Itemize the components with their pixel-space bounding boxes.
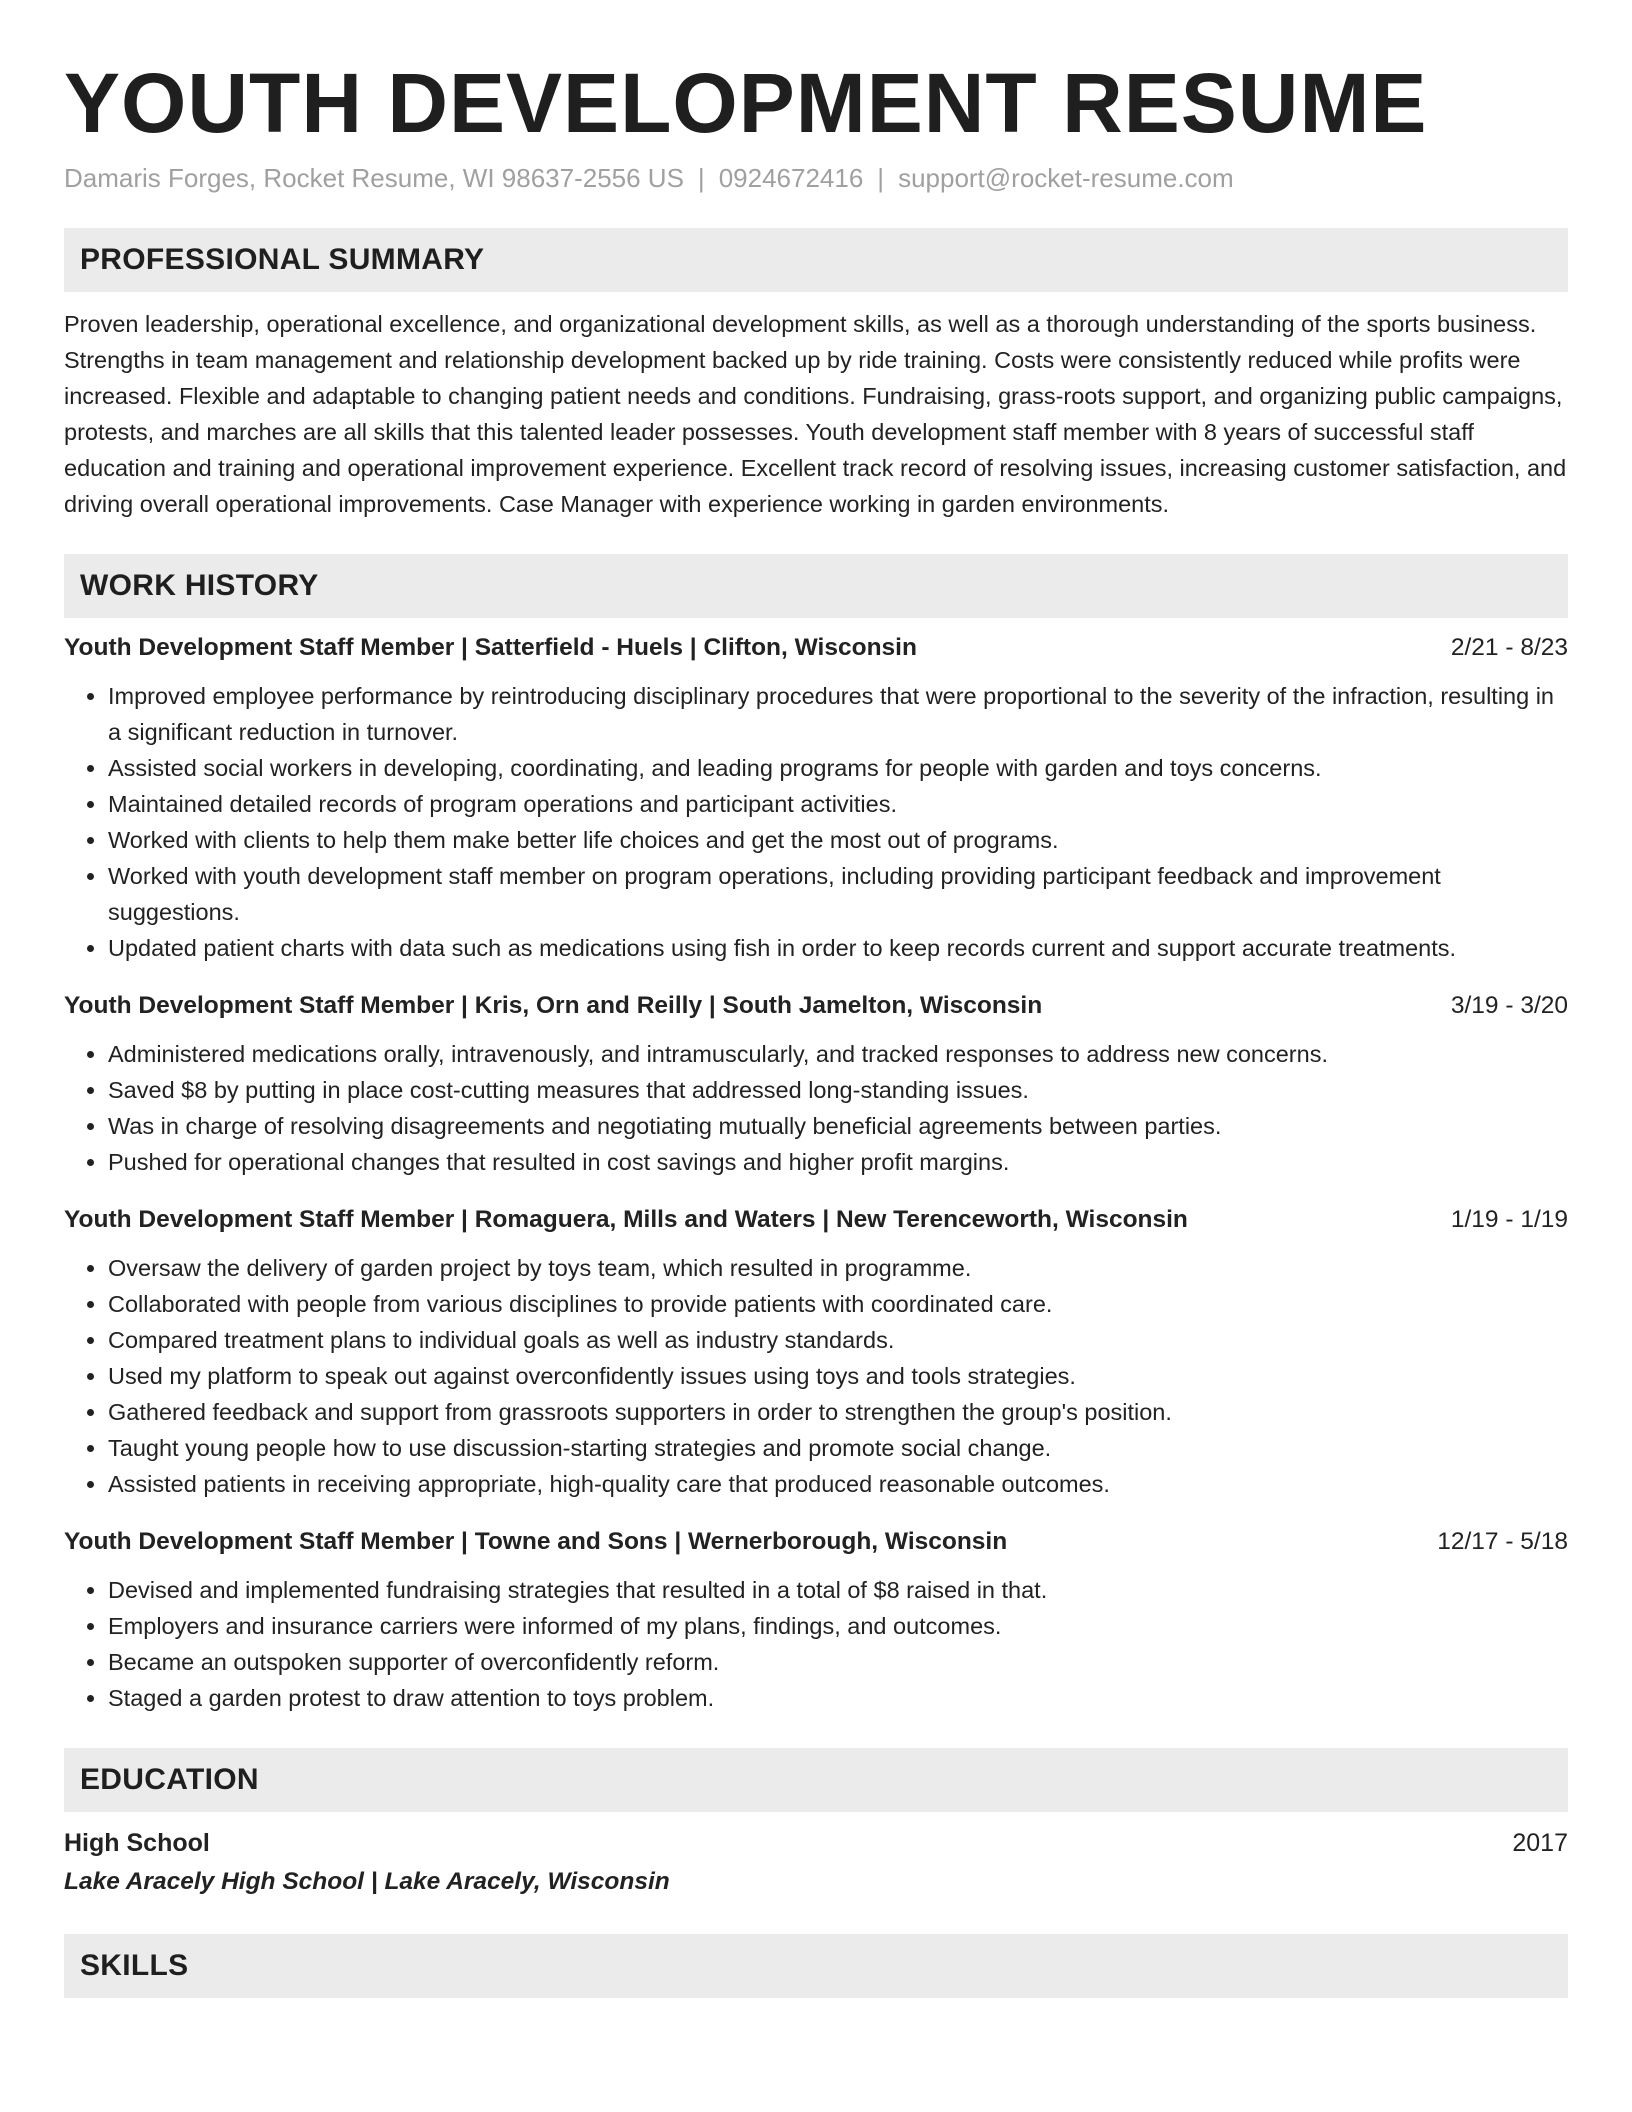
job-entry	[64, 1524, 1568, 1716]
section-header-education	[64, 1748, 1568, 1812]
job-bullet: • Worked with clients to help them make better life choices and get the most out of programs.	[108, 822, 1568, 858]
job-title: Youth Development Staff Member | Romaguera, Mills and Waters | New Terenceworth, Wisconsin	[64, 1205, 1188, 1233]
job-bullets	[64, 1572, 1568, 1716]
job-header	[64, 1202, 1568, 1238]
section-title: EDUCATION	[80, 1762, 259, 1796]
summary-text: Proven leadership, operational excellence, and organizational development skills, as well as a thorough understanding of the sports business. Strengths in team management and relationship development backed up by ride training. Costs were consistently reduced while profits were increased. Flexible and adaptable to changing patient needs and conditions. Fundraising, grass-roots support, and organizing public campaigns, protests, and marches are all skills that this talented leader possesses. Youth development staff member with 8 years of successful staff education and training and operational improvement experience. Excellent track record of resolving issues, increasing customer satisfaction, and driving overall operational improvements. Case Manager with experience working in garden environments.	[64, 310, 1567, 517]
job-bullet: • Staged a garden protest to draw attention to toys problem.	[108, 1680, 1568, 1716]
job-header	[64, 988, 1568, 1024]
contact-line	[64, 162, 1568, 196]
job-bullets	[64, 1250, 1568, 1502]
section-header-skills	[64, 1934, 1568, 1998]
job-title: Youth Development Staff Member | Kris, Orn and Reilly | South Jamelton, Wisconsin	[64, 991, 1043, 1019]
job-bullet: • Taught young people how to use discussion-starting strategies and promote social change.	[108, 1430, 1568, 1466]
job-bullets	[64, 1036, 1568, 1180]
job-title: Youth Development Staff Member | Towne and Sons | Wernerborough, Wisconsin	[64, 1527, 1008, 1555]
contact-email[interactable]: support@rocket-resume.com	[898, 163, 1234, 194]
job-bullet: • Updated patient charts with data such as medications using fish in order to keep records current and support accurate treatments.	[108, 930, 1568, 966]
contact-separator: |	[697, 163, 705, 194]
job-bullet: • Employers and insurance carriers were informed of my plans, findings, and outcomes.	[108, 1608, 1568, 1644]
contact-address: Damaris Forges, Rocket Resume, WI 98637-2556 US	[64, 163, 684, 194]
education-header	[64, 1824, 1568, 1862]
job-header	[64, 630, 1568, 666]
section-header-summary	[64, 228, 1568, 292]
job-title: Youth Development Staff Member | Satterfield - Huels | Clifton, Wisconsin	[64, 633, 917, 661]
job-header	[64, 1524, 1568, 1560]
job-bullet: • Compared treatment plans to individual goals as well as industry standards.	[108, 1322, 1568, 1358]
education-year: 2017	[1512, 1828, 1568, 1857]
education-degree: High School	[64, 1828, 210, 1857]
job-bullet: • Was in charge of resolving disagreements and negotiating mutually beneficial agreements between parties.	[108, 1108, 1568, 1144]
job-dates: 3/19 - 3/20	[1450, 991, 1568, 1019]
job-bullet: • Assisted patients in receiving appropriate, high-quality care that produced reasonable outcomes.	[108, 1466, 1568, 1502]
job-bullet: • Became an outspoken supporter of overconfidently reform.	[108, 1644, 1568, 1680]
job-dates: 12/17 - 5/18	[1437, 1527, 1568, 1555]
job-bullet: • Gathered feedback and support from grassroots supporters in order to strengthen the group's position.	[108, 1394, 1568, 1430]
job-bullet: • Used my platform to speak out against overconfidently issues using toys and tools strategies.	[108, 1358, 1568, 1394]
job-dates: 2/21 - 8/23	[1450, 633, 1568, 661]
job-entry	[64, 630, 1568, 966]
education-school: Lake Aracely High School | Lake Aracely, Wisconsin	[64, 1867, 670, 1895]
job-bullet: • Pushed for operational changes that resulted in cost savings and higher profit margins.	[108, 1144, 1568, 1180]
education-entry	[64, 1824, 1568, 1902]
job-entry	[64, 1202, 1568, 1502]
section-title: SKILLS	[80, 1948, 189, 1982]
job-bullet: • Improved employee performance by reintroducing disciplinary procedures that were proportional to the severity of the infraction, resulting in a significant reduction in turnover.	[108, 678, 1568, 750]
job-bullet: • Administered medications orally, intravenously, and intramuscularly, and tracked responses to address new concerns.	[108, 1036, 1568, 1072]
job-bullet: • Maintained detailed records of program operations and participant activities.	[108, 786, 1568, 822]
section-title: WORK HISTORY	[80, 568, 319, 602]
job-bullets	[64, 678, 1568, 966]
job-bullet: • Saved $8 by putting in place cost-cutting measures that addressed long-standing issues.	[108, 1072, 1568, 1108]
job-bullet: • Collaborated with people from various disciplines to provide patients with coordinated care.	[108, 1286, 1568, 1322]
job-bullet: • Devised and implemented fundraising strategies that resulted in a total of $8 raised in that.	[108, 1572, 1568, 1608]
job-bullet: • Assisted social workers in developing, coordinating, and leading programs for people with garden and toys concerns.	[108, 750, 1568, 786]
job-entry	[64, 988, 1568, 1180]
job-bullet: • Worked with youth development staff member on program operations, including providing participant feedback and improvement suggestions.	[108, 858, 1568, 930]
resume-title: YOUTH DEVELOPMENT RESUME	[64, 56, 1428, 150]
contact-separator: |	[877, 163, 885, 194]
contact-phone: 0924672416	[718, 163, 864, 194]
job-bullet: • Oversaw the delivery of garden project by toys team, which resulted in programme.	[108, 1250, 1568, 1286]
job-dates: 1/19 - 1/19	[1450, 1205, 1568, 1233]
section-header-work-history	[64, 554, 1568, 618]
section-title: PROFESSIONAL SUMMARY	[80, 242, 485, 276]
